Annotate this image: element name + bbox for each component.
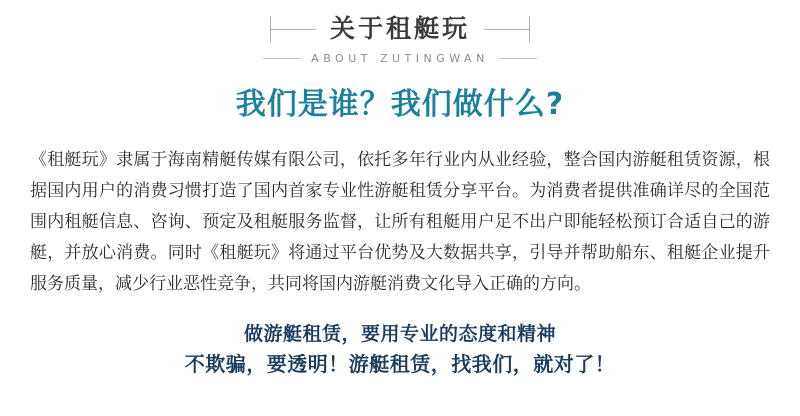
header-subtitle-row [263, 52, 537, 65]
page-subtitle: ABOUT ZUTINGWAN [311, 52, 489, 65]
header-ornament-right [484, 16, 530, 42]
header-ornament-left [270, 16, 316, 42]
slogan-line-1: 做游艇租赁，要用专业的态度和精神 [243, 323, 556, 345]
section-header [0, 0, 800, 65]
about-paragraph: 《租艇玩》隶属于海南精艇传媒有限公司，依托多年行业内从业经验，整合国内游艇租赁资源，根据国内用户的消费习惯打造了国内首家专业性游艇租赁分享平台。为消费者提供准确详尽的全国范围内租艇信息、咨询、预定及租艇服务监督，让所有租艇用户足不出户即能轻松预订合适自己的游艇，并放心消费。同时《租艇玩》将通过平台优势及大数据共享，引导并帮助船东、租艇企业提升服务质量，减少行业恶性竞争，共同将国内游艇消费文化导入正确的方向。 [30, 150, 770, 294]
page-title: 关于租艇玩 [329, 14, 470, 43]
subtitle-rule-left [263, 58, 301, 59]
header-title-row [270, 14, 530, 44]
slogan-block [0, 320, 800, 379]
subtitle-rule-right [499, 58, 537, 59]
slogan-line-2: 不欺骗，要透明！游艇租赁，找我们，就对了！ [184, 352, 616, 376]
headline-question: 我们是谁？我们做什么? [235, 87, 565, 122]
